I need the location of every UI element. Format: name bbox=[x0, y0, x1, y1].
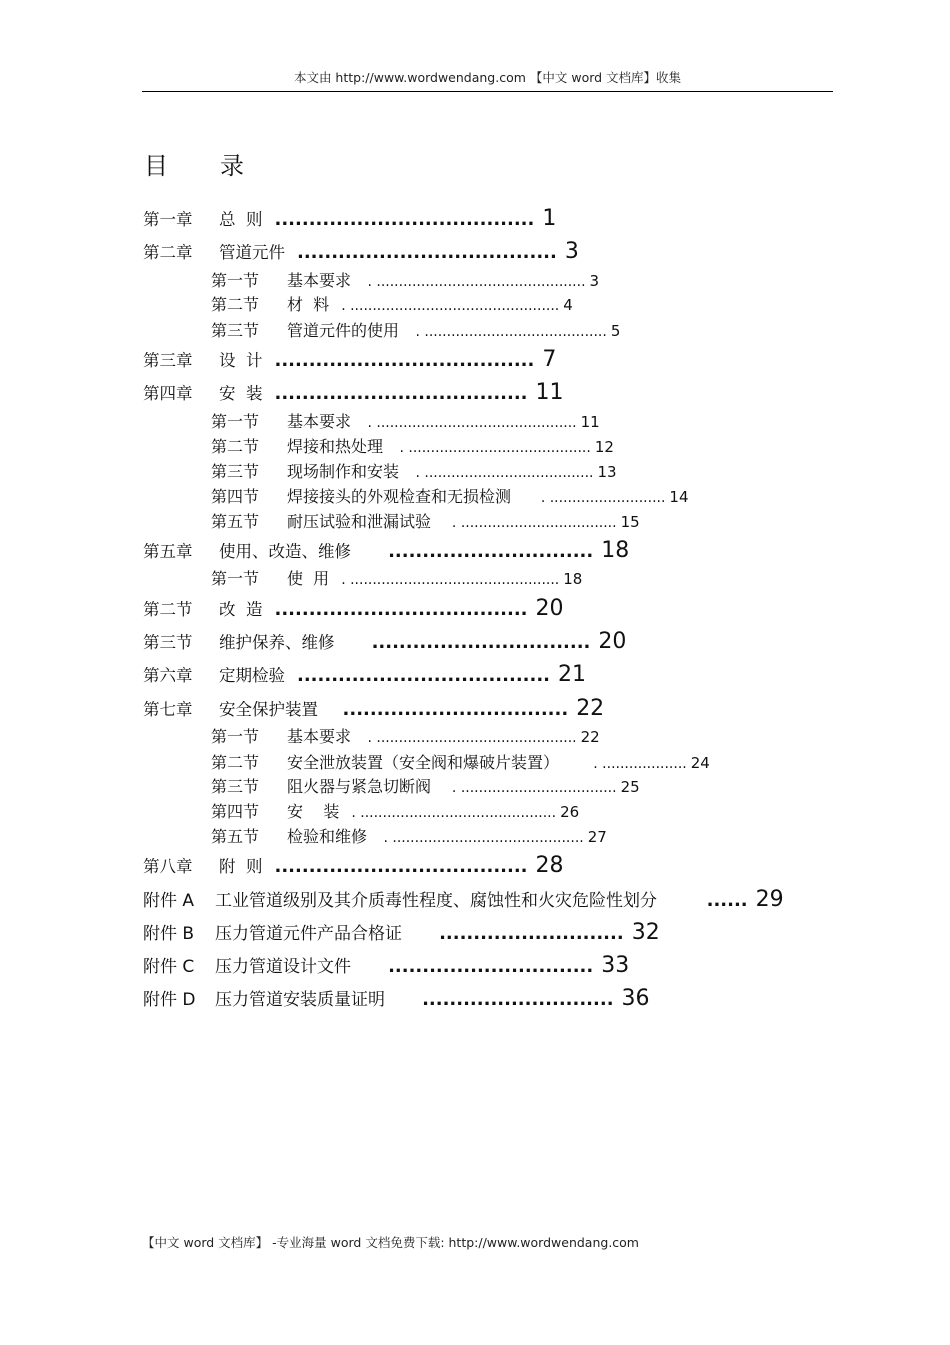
toc-entry-title: 总 则 bbox=[219, 210, 263, 229]
toc-entry-title: 压力管道元件产品合格证 bbox=[215, 924, 402, 944]
toc-entry-page: 29 bbox=[755, 887, 784, 912]
toc-entry-page: 14 bbox=[669, 488, 689, 506]
toc-entry-page: 1 bbox=[542, 206, 557, 231]
toc-entry-number: 第五节 bbox=[211, 827, 260, 846]
toc-entry-title: 焊接接头的外观检查和无损检测 bbox=[287, 487, 512, 506]
toc-entry-leader: ..................................... bbox=[297, 665, 551, 686]
toc-entry-leader: ...... bbox=[669, 890, 748, 911]
toc-title bbox=[144, 146, 244, 181]
toc-entry-title: 材 料 bbox=[287, 295, 330, 314]
toc-entry-leader: ..................................... bbox=[274, 599, 528, 620]
toc-entry-page: 7 bbox=[542, 347, 557, 372]
toc-entry-page: 13 bbox=[597, 463, 617, 481]
toc-entry-number: 第六章 bbox=[143, 666, 193, 685]
toc-entry[interactable] bbox=[143, 239, 579, 264]
toc-entry[interactable] bbox=[143, 206, 556, 231]
toc-entry-page: 24 bbox=[690, 754, 710, 772]
toc-entry-title: 管道元件的使用 bbox=[287, 321, 400, 340]
toc-entry-title: 压力管道设计文件 bbox=[215, 957, 351, 977]
toc-entry-title: 使 用 bbox=[287, 569, 330, 588]
toc-entry-leader: ........................... bbox=[414, 923, 624, 944]
toc-entry-number: 附件 C bbox=[143, 957, 195, 977]
toc-entry[interactable] bbox=[211, 824, 607, 847]
toc-entry-leader: . .......................... bbox=[523, 490, 666, 506]
toc-entry-leader: . ................................... bbox=[443, 780, 617, 796]
toc-entry-number: 第一节 bbox=[211, 271, 260, 290]
toc-entry-title: 安全泄放装置（安全阀和爆破片装置） bbox=[287, 753, 560, 772]
toc-entry-number: 第三节 bbox=[211, 777, 260, 796]
toc-entry-number: 第五节 bbox=[211, 512, 260, 531]
toc-entry-title: 安全保护装置 bbox=[219, 700, 318, 719]
toc-entry-page: 11 bbox=[535, 380, 564, 405]
toc-entry-page: 32 bbox=[631, 920, 660, 945]
toc-entry-page: 3 bbox=[564, 239, 579, 264]
toc-entry[interactable] bbox=[211, 774, 640, 797]
header-divider bbox=[142, 91, 833, 92]
toc-entry-leader: . ................... bbox=[571, 756, 687, 772]
toc-entry-leader: . ............................................. bbox=[363, 730, 577, 746]
toc-entry[interactable] bbox=[211, 799, 579, 822]
toc-entry-title: 管道元件 bbox=[219, 243, 285, 262]
toc-entry-title: 基本要求 bbox=[287, 271, 352, 290]
toc-entry-title: 基本要求 bbox=[287, 412, 352, 431]
toc-entry-number: 第七章 bbox=[143, 700, 193, 719]
toc-title-part1: 目 bbox=[144, 152, 168, 180]
toc-entry[interactable] bbox=[143, 662, 586, 687]
toc-entry[interactable] bbox=[211, 292, 573, 315]
toc-entry-number: 第一章 bbox=[143, 210, 193, 229]
page-footer: 【中文 word 文档库】 -专业海量 word 文档免费下载: http://www.wordwendang.com bbox=[142, 1235, 639, 1250]
toc-entry[interactable] bbox=[143, 919, 660, 945]
toc-entry-number: 第二章 bbox=[143, 243, 193, 262]
toc-entry-leader: ..................................... bbox=[274, 383, 528, 404]
toc-entry[interactable] bbox=[211, 268, 599, 291]
toc-entry-number: 附件 A bbox=[143, 891, 195, 911]
toc-entry-page: 15 bbox=[620, 513, 640, 531]
toc-entry-title: 改 造 bbox=[219, 600, 263, 619]
toc-entry-page: 27 bbox=[587, 828, 607, 846]
toc-entry-page: 36 bbox=[621, 986, 650, 1011]
toc-entry-page: 20 bbox=[535, 596, 564, 621]
toc-entry[interactable] bbox=[211, 724, 600, 747]
toc-entry[interactable] bbox=[143, 347, 556, 372]
toc-entry-page: 18 bbox=[563, 570, 583, 588]
toc-entry-title: 使用、改造、维修 bbox=[219, 542, 351, 561]
toc-entry-title: 现场制作和安装 bbox=[287, 462, 400, 481]
toc-entry[interactable] bbox=[143, 629, 626, 654]
toc-entry-page: 20 bbox=[598, 629, 627, 654]
toc-entry[interactable] bbox=[143, 380, 564, 405]
toc-entry-title: 维护保养、维修 bbox=[219, 633, 335, 652]
toc-entry-title: 压力管道安装质量证明 bbox=[215, 990, 385, 1010]
toc-entry-title: 工业管道级别及其介质毒性程度、腐蚀性和火灾危险性划分 bbox=[215, 891, 657, 911]
toc-entry-title: 安 装 bbox=[287, 802, 340, 821]
toc-entry[interactable] bbox=[211, 434, 614, 457]
toc-entry-page: 4 bbox=[563, 296, 573, 314]
toc-entry-leader: . ........................................... bbox=[379, 830, 584, 846]
toc-entry-number: 第二节 bbox=[211, 437, 260, 456]
toc-entry-page: 22 bbox=[576, 696, 605, 721]
toc-entry-number: 第三章 bbox=[143, 351, 193, 370]
toc-entry-page: 18 bbox=[601, 538, 630, 563]
toc-entry-leader: . ...................................... bbox=[411, 465, 594, 481]
toc-entry-page: 12 bbox=[594, 438, 614, 456]
toc-entry-number: 第二节 bbox=[143, 600, 193, 619]
toc-entry[interactable] bbox=[143, 853, 564, 878]
toc-entry-leader: ................................. bbox=[330, 699, 569, 720]
toc-entry-page: 21 bbox=[558, 662, 587, 687]
toc-entry-title: 附 则 bbox=[219, 857, 263, 876]
toc-entry[interactable] bbox=[211, 318, 620, 341]
toc-entry-leader: . ............................................... bbox=[363, 274, 586, 290]
toc-entry[interactable] bbox=[143, 886, 784, 912]
toc-entry-leader: ................................ bbox=[346, 632, 591, 653]
toc-entry-title: 定期检验 bbox=[219, 666, 285, 685]
toc-entry[interactable] bbox=[143, 538, 629, 563]
toc-entry-number: 第二节 bbox=[211, 295, 260, 314]
toc-entry-number: 第二节 bbox=[211, 753, 260, 772]
toc-entry-leader: .............................. bbox=[363, 956, 594, 977]
toc-entry[interactable] bbox=[143, 596, 564, 621]
toc-entry-leader: ...................................... bbox=[274, 350, 535, 371]
toc-title-part2: 录 bbox=[220, 152, 244, 180]
toc-entry-number: 第八章 bbox=[143, 857, 193, 876]
toc-entry-page: 11 bbox=[580, 413, 600, 431]
toc-entry[interactable] bbox=[211, 409, 600, 432]
toc-entry[interactable] bbox=[143, 952, 629, 978]
toc-entry-page: 3 bbox=[589, 272, 600, 290]
toc-entry-title: 基本要求 bbox=[287, 727, 352, 746]
toc-entry-leader: . ............................................. bbox=[363, 415, 577, 431]
toc-entry-leader: . ......................................... bbox=[395, 440, 591, 456]
toc-entry[interactable] bbox=[143, 696, 604, 721]
toc-entry-leader: . ............................................... bbox=[341, 298, 560, 314]
toc-entry[interactable] bbox=[211, 509, 640, 532]
toc-entry-leader: ............................ bbox=[397, 989, 614, 1010]
toc-entry-number: 第一节 bbox=[211, 412, 260, 431]
toc-entry[interactable] bbox=[211, 750, 710, 773]
toc-entry-leader: . ............................................ bbox=[351, 805, 557, 821]
toc-entry-number: 第三节 bbox=[211, 321, 260, 340]
toc-entry-leader: . ................................... bbox=[443, 515, 617, 531]
toc-entry-page: 28 bbox=[535, 853, 564, 878]
toc-entry-leader: ...................................... bbox=[297, 242, 557, 263]
toc-entry-number: 第一节 bbox=[211, 727, 260, 746]
toc-entry-number: 附件 B bbox=[143, 924, 195, 944]
toc-entry-number: 附件 D bbox=[143, 990, 196, 1010]
toc-entry-title: 安 装 bbox=[219, 384, 263, 403]
toc-entry-number: 第五章 bbox=[143, 542, 193, 561]
toc-entry-page: 26 bbox=[560, 803, 580, 821]
toc-entry-title: 设 计 bbox=[219, 351, 263, 370]
toc-entry-page: 25 bbox=[620, 778, 640, 796]
toc-entry-leader: . ............................................... bbox=[341, 572, 560, 588]
toc-entry-page: 22 bbox=[580, 728, 600, 746]
toc-entry-number: 第四章 bbox=[143, 384, 193, 403]
toc-entry-title: 焊接和热处理 bbox=[287, 437, 384, 456]
page-header: 本文由 http://www.wordwendang.com 【中文 word 文档库】收集 bbox=[293, 70, 682, 85]
toc-entry-number: 第四节 bbox=[211, 802, 260, 821]
toc-entry-title: 耐压试验和泄漏试验 bbox=[287, 512, 432, 531]
toc-entry-leader: . ......................................... bbox=[411, 324, 607, 340]
toc-entry-number: 第一节 bbox=[211, 569, 260, 588]
toc-entry-title: 阻火器与紧急切断阀 bbox=[287, 777, 432, 796]
toc-entry-title: 检验和维修 bbox=[287, 827, 368, 846]
toc-entry-page: 5 bbox=[610, 322, 621, 340]
toc-entry-leader: .............................. bbox=[363, 541, 594, 562]
toc-entry[interactable] bbox=[211, 484, 689, 507]
toc-entry-number: 第三节 bbox=[143, 633, 193, 652]
toc-entry[interactable] bbox=[143, 985, 650, 1011]
toc-entry-number: 第三节 bbox=[211, 462, 260, 481]
toc-entry-leader: ...................................... bbox=[274, 209, 535, 230]
toc-entry[interactable] bbox=[211, 459, 617, 482]
toc-entry-leader: ..................................... bbox=[274, 856, 528, 877]
toc-entry-number: 第四节 bbox=[211, 487, 260, 506]
toc-entry-page: 33 bbox=[601, 953, 630, 978]
toc-entry[interactable] bbox=[211, 566, 582, 589]
